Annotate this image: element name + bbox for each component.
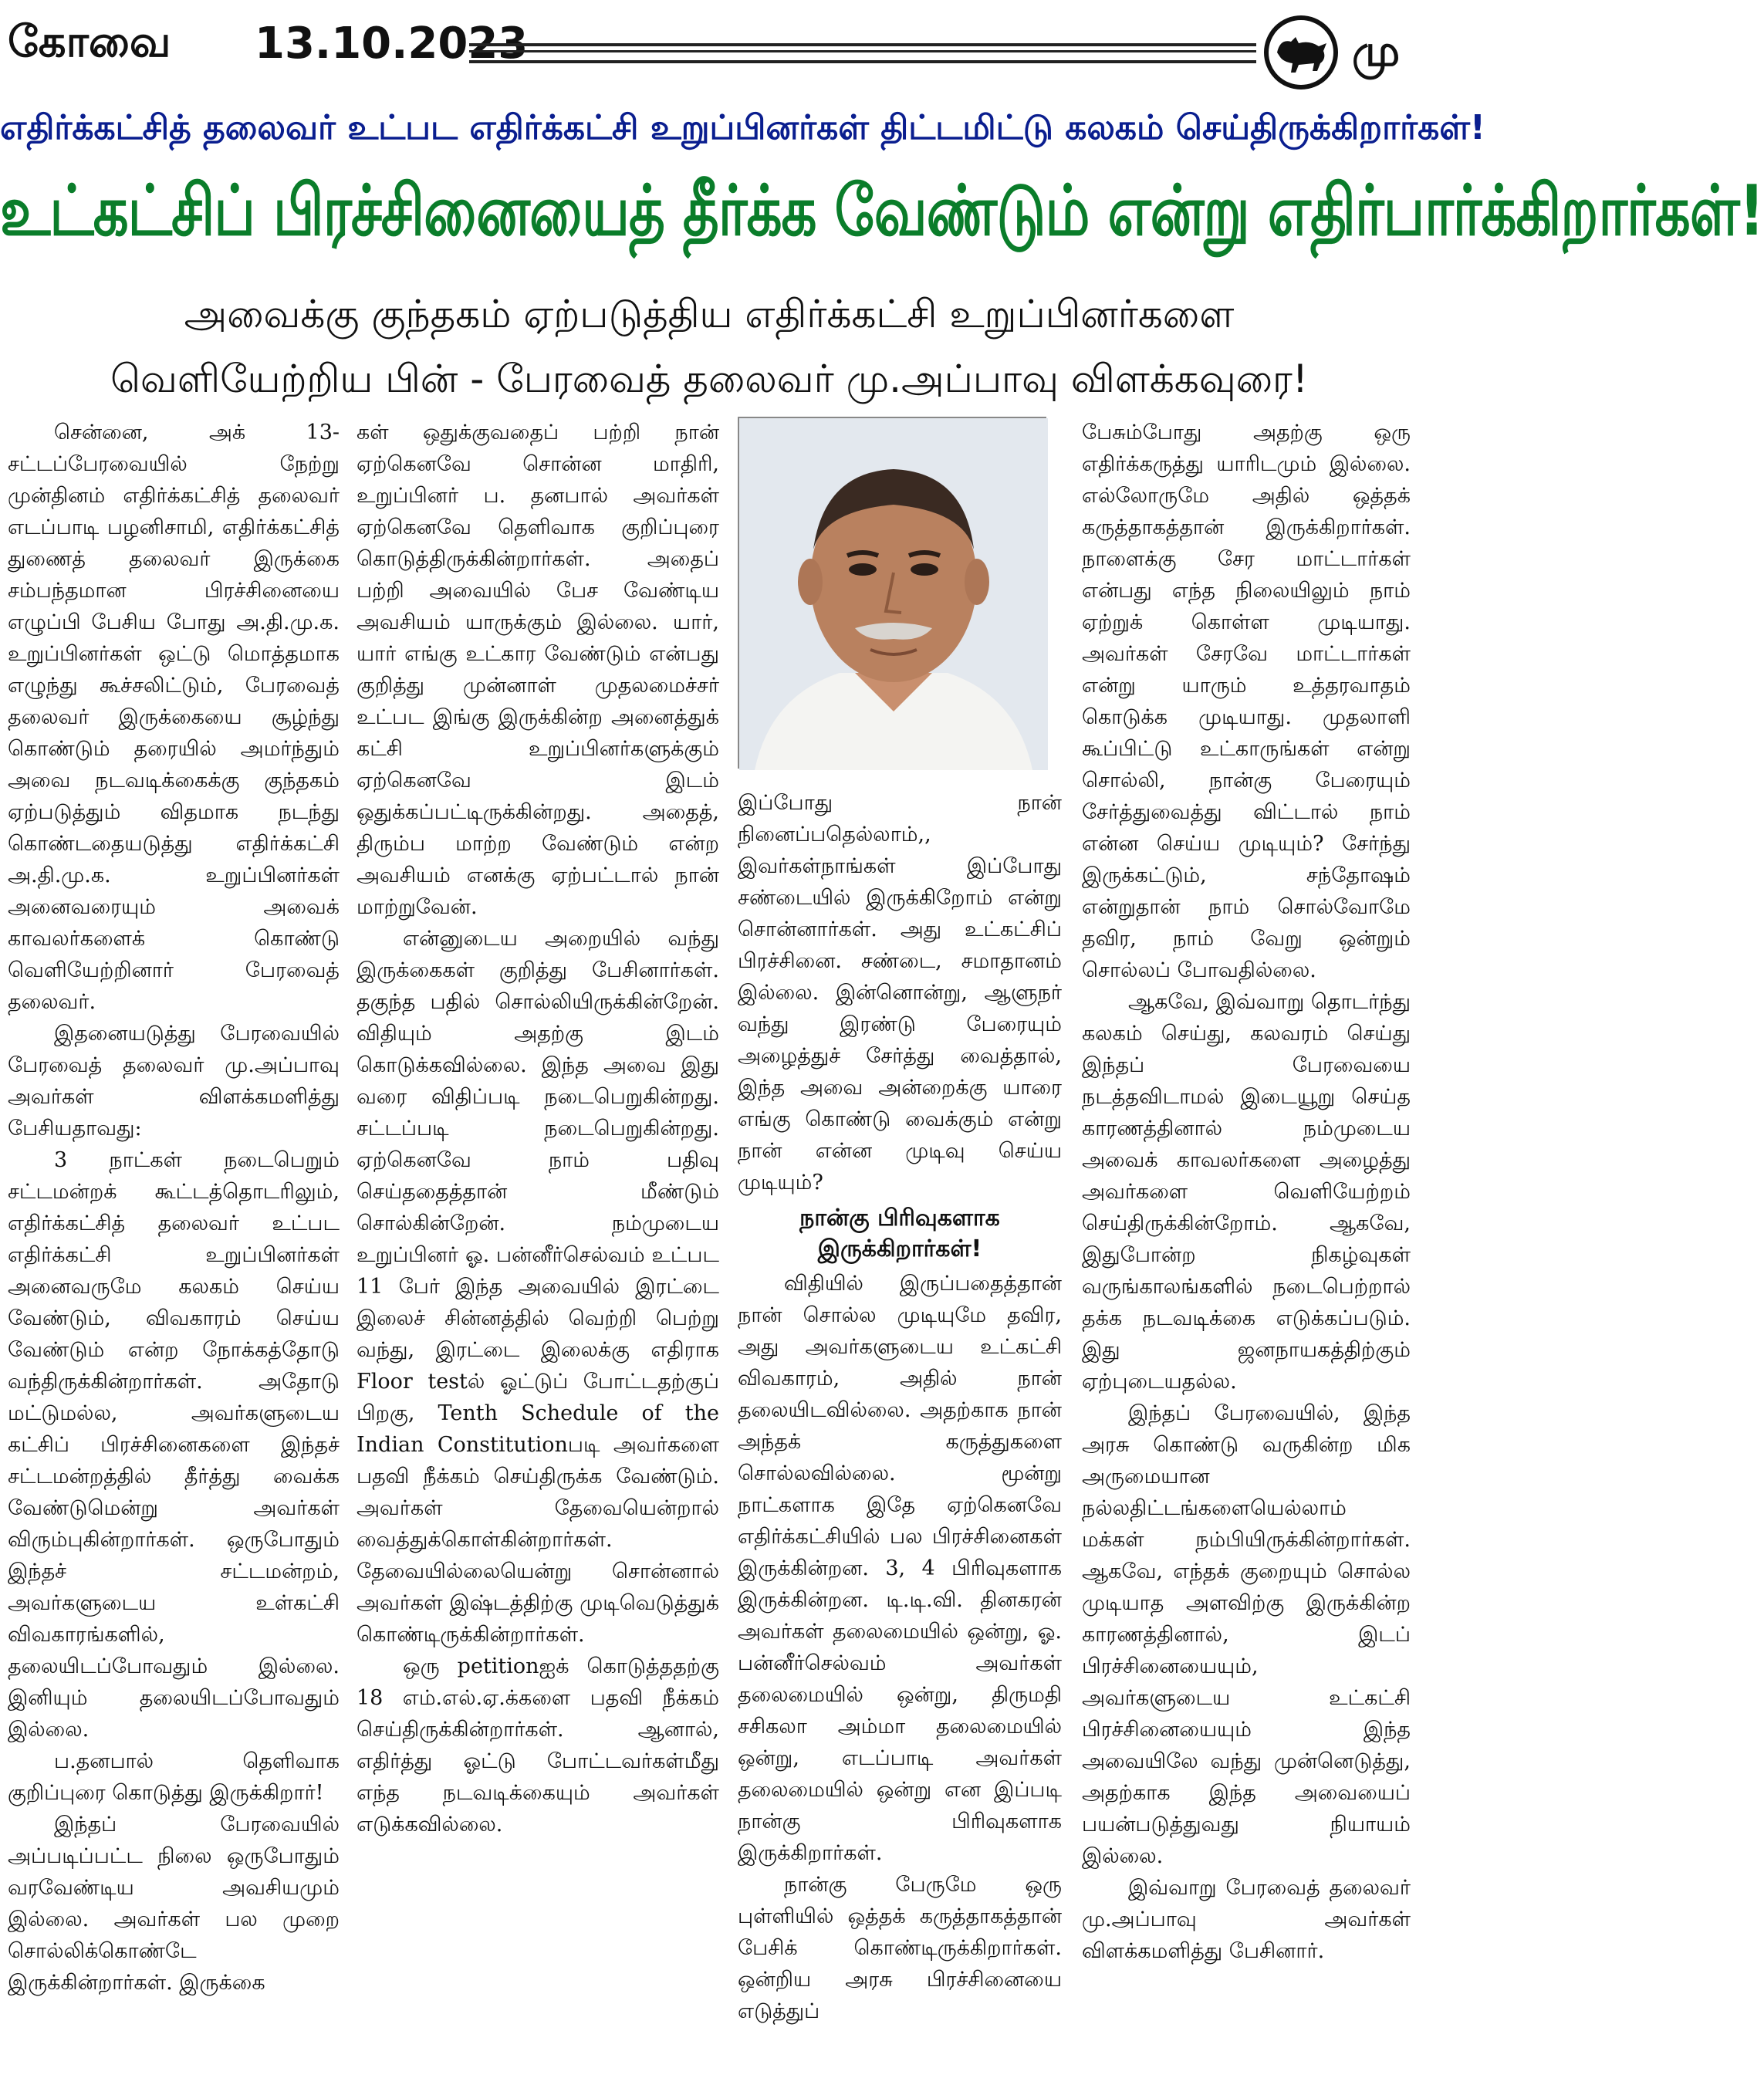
- edition-place: கோவை: [8, 17, 171, 67]
- paragraph: ப.தனபால் தெளிவாக குறிப்புரை கொடுத்து இருக்கிறார்!: [8, 1749, 340, 1805]
- subheadline-line2: வெளியேற்றிய பின் - பேரவைத் தலைவர் மு.அப்பாவு விளக்கவுரை!: [110, 357, 1308, 401]
- paragraph: 3 நாட்கள் நடைபெறும் சட்டமன்றக் கூட்டத்தொடரிலும், எதிர்க்கட்சித் தலைவர் உட்பட எதிர்க்கட்சி உறுப்பினர்கள் அனைவருமே கலகம் செய்ய வேண்டும், விவகாரம் செய்ய வேண்டும் என்ற நோக்கத்தோடு வந்திருக்கின்றார்கள். அதோடு மட்டுமல்ல, அவர்களுடைய கட்சிப் பிரச்சினைகளை இந்தச் சட்டமன்றத்தில் தீர்த்து வைக்க வேண்டுமென்று அவர்கள் விரும்புகின்றார்கள். ஒருபோதும் இந்தச் சட்டமன்றம், அவர்களுடைய உள்கட்சி விவகாரங்களில், தலையிடப்போவதும் இல்லை. இனியும் தலையிடப்போவதும் இல்லை.: [8, 1148, 340, 1742]
- paragraph: இந்தப் பேரவையில் அப்படிப்பட்ட நிலை ஒருபோதும் வரவேண்டிய அவசியமும் இல்லை. அவர்கள் பல முறை சொல்லிக்கொண்டே இருக்கின்றார்கள். இருக்கை: [8, 1813, 340, 1995]
- paragraph: இப்போது நான் நினைப்பதெல்லாம்,, இவர்கள்நாங்கள் இப்போது சண்டையில் இருக்கிறோம் என்று சொன்னார்கள். அது உட்கட்சிப் பிரச்சினை. சண்டை, சமாதானம் இல்லை. இன்னொன்று, ஆளுநர் வந்து இரண்டு பேரையும் அழைத்துச் சேர்த்து வைத்தால், இந்த அவை அன்றைக்கு யாரை எங்கு கொண்டு வைக்கும் என்று நான் என்ன முடிவு செய்ய முடியும்?: [738, 791, 1062, 1195]
- article-column-1: [8, 417, 340, 2083]
- bull-icon: [1264, 15, 1338, 90]
- paragraph: இந்தப் பேரவையில், இந்த அரசு கொண்டு வருகின்ற மிக அருமையான நல்லதிட்டங்களையெல்லாம் மக்கள் நம்பியிருக்கின்றார்கள். ஆகவே, எந்தக் குறையும் சொல்ல முடியாத அளவிற்கு இருக்கின்ற காரணத்தினால், இடப் பிரச்சினையையும், அவர்களுடைய உட்கட்சி பிரச்சினையையும் இந்த அவையிலே வந்து முன்னெடுத்து, அதற்காக இந்த அவையைப் பயன்படுத்துவது நியாயம் இல்லை.: [1082, 1401, 1411, 1868]
- kicker-line: எதிர்க்கட்சித் தலைவர் உட்பட எதிர்க்கட்சி உறுப்பினர்கள் திட்டமிட்டு கலகம் செய்திருக்கிறார்கள்!: [0, 108, 1485, 147]
- newspaper-brand: மு: [1352, 26, 1401, 76]
- article-body: [8, 417, 1411, 2083]
- paragraph: நான்கு பேருமே ஒரு புள்ளியில் ஒத்தக் கருத்தாகத்தான் பேசிக் கொண்டிருக்கிறார்கள். ஒன்றிய அரசு பிரச்சினையை எடுத்துப்: [738, 1873, 1062, 2023]
- paragraph: இதனையடுத்து பேரவையில் பேரவைத் தலைவர் மு.அப்பாவு அவர்கள் விளக்கமளித்து பேசியதாவது:: [8, 1022, 340, 1140]
- masthead-rule: [469, 43, 1256, 63]
- masthead: [0, 0, 1418, 77]
- article-column-2: [357, 417, 719, 2083]
- headline: உட்கட்சிப் பிரச்சினையைத் தீர்க்க வேண்டும் என்று எதிர்பார்க்கிறார்கள்!: [0, 170, 1764, 251]
- paragraph: ஒரு petitionஐக் கொடுத்ததற்கு 18 எம்.எல்.ஏ.க்களை பதவி நீக்கம் செய்திருக்கின்றார்கள். ஆனால், எதிர்த்து ஓட்டு போட்டவர்கள்மீது எந்த நடவடிக்கையும் அவர்கள் எடுக்கவில்லை.: [357, 1654, 719, 1837]
- paragraph: ஆகவே, இவ்வாறு தொடர்ந்து கலகம் செய்து, கலவரம் செய்து இந்தப் பேரவையை நடத்தவிடாமல் இடையூறு செய்த காரணத்தினால் நம்முடைய அவைக் காவலர்களை அழைத்து அவர்களை வெளியேற்றம் செய்திருக்கின்றோம். ஆகவே, இதுபோன்ற நிகழ்வுகள் வருங்காலங்களில் நடைபெற்றால் தக்க நடவடிக்கை எடுக்கப்படும். இது ஜனநாயகத்திற்கும் ஏற்புடையதல்ல.: [1082, 990, 1411, 1394]
- section-subhead: நான்கு பிரிவுகளாக இருக்கிறார்கள்!: [799, 1205, 1000, 1262]
- paragraph: சென்னை, அக் 13- சட்டப்பேரவையில் நேற்று முன்தினம் எதிர்க்கட்சித் தலைவர் எடப்பாடி பழனிசாமி, எதிர்க்கட்சித் துணைத் தலைவர் இருக்கை சம்பந்தமான பிரச்சினையை எழுப்பி பேசிய போது அ.தி.மு.க. உறுப்பினர்கள் ஒட்டு மொத்தமாக எழுந்து கூச்சலிட்டும், பேரவைத் தலைவர் இருக்கையை சூழ்ந்து கொண்டும் தரையில் அமர்ந்தும் அவை நடவடிக்கைக்கு குந்தகம் ஏற்படுத்தும் விதமாக நடந்து கொண்டதையடுத்து எதிர்க்கட்சி அ.தி.மு.க. உறுப்பினர்கள் அனைவரையும் அவைக் காவலர்களைக் கொண்டு வெளியேற்றினார் பேரவைத் தலைவர்.: [8, 421, 340, 1014]
- paragraph: பேசும்போது அதற்கு ஒரு எதிர்க்கருத்து யாரிடமும் இல்லை. எல்லோருமே அதில் ஒத்தக் கருத்தாகத்தான் இருக்கிறார்கள். நாளைக்கு சேர மாட்டார்கள் என்பது எந்த நிலையிலும் நாம் ஏற்றுக் கொள்ள முடியாது. அவர்கள் சேரவே மாட்டார்கள் என்று யாரும் உத்தரவாதம் கொடுக்க முடியாது. முதலாளி கூப்பிட்டு உட்காருங்கள் என்று சொல்லி, நான்கு பேரையும் சேர்த்துவைத்து விட்டால் நாம் என்ன செய்ய முடியும்? சேர்ந்து இருக்கட்டும், சந்தோஷம் என்றுதான் நாம் சொல்வோமே தவிர, நாம் வேறு ஒன்றும் சொல்லப் போவதில்லை.: [1082, 421, 1411, 982]
- paragraph: கள் ஒதுக்குவதைப் பற்றி நான் ஏற்கெனவே சொன்ன மாதிரி, உறுப்பினர் ப. தனபால் அவர்கள் ஏற்கெனவே தெளிவாக குறிப்புரை கொடுத்திருக்கின்றார்கள். அதைப் பற்றி அவையில் பேச வேண்டிய அவசியம் யாருக்கும் இல்லை. யார், யார் எங்கு உட்கார வேண்டும் என்பது குறித்து முன்னாள் முதலமைச்சர் உட்பட இங்கு இருக்கின்ற அனைத்துக் கட்சி உறுப்பினர்களுக்கும் ஏற்கெனவே இடம் ஒதுக்கப்பட்டிருக்கின்றது. அதைத், திரும்ப மாற்ற வேண்டும் என்ற அவசியம் எனக்கு ஏற்பட்டால் நான் மாற்றுவேன்.: [357, 421, 719, 919]
- edition-date: 13.10.2023: [255, 19, 529, 69]
- article-column-3: [738, 417, 1062, 2083]
- paragraph: விதியில் இருப்பதைத்தான் நான் சொல்ல முடியுமே தவிர, அது அவர்களுடைய உட்கட்சி விவகாரம், அதில் நான் தலையிடவில்லை. அதற்காக நான் அந்தக் கருத்துகளை சொல்லவில்லை. மூன்று நாட்களாக இதே ஏற்கெனவே எதிர்க்கட்சியில் பல பிரச்சினைகள் இருக்கின்றன. 3, 4 பிரிவுகளாக இருக்கின்றன. டி.டி.வி. தினகரன் அவர்கள் தலைமையில் ஒன்று, ஓ. பன்னீர்செல்வம் அவர்கள் தலைமையில் ஒன்று, திருமதி சசிகலா அம்மா தலைமையில் ஒன்று, எடப்பாடி அவர்கள் தலைமையில் ஒன்று என இப்படி நான்கு பிரிவுகளாக இருக்கிறார்கள்.: [738, 1272, 1062, 1865]
- paragraph: இவ்வாறு பேரவைத் தலைவர் மு.அப்பாவு அவர்கள் விளக்கமளித்து பேசினார்.: [1082, 1876, 1411, 1963]
- paragraph: என்னுடைய அறையில் வந்து இருக்கைகள் குறித்து பேசினார்கள். தகுந்த பதில் சொல்லியிருக்கின்றேன். விதியும் அதற்கு இடம் கொடுக்கவில்லை. இந்த அவை இது வரை விதிப்படி நடைபெறுகின்றது. சட்டப்படி நடைபெறுகின்றது. ஏற்கெனவே நாம் பதிவு செய்ததைத்தான் மீண்டும் சொல்கின்றேன். நம்முடைய உறுப்பினர் ஓ. பன்னீர்செல்வம் உட்பட 11 பேர் இந்த அவையில் இரட்டை இலைச் சின்னத்தில் வெற்றி பெற்று வந்து, இரட்டை இலைக்கு எதிராக Floor testல் ஓட்டுப் போட்டதற்குப் பிறகு, Tenth Schedule of the Indian Constitutionபடி அவர்களை பதவி நீக்கம் செய்திருக்க வேண்டும். அவர்கள் தேவையென்றால் வைத்துக்கொள்கின்றார்கள். தேவையில்லையென்று சொன்னால் அவர்கள் இஷ்டத்திற்கு முடிவெடுத்துக் கொண்டிருக்கின்றார்கள்.: [357, 927, 719, 1647]
- article-column-4: [1082, 417, 1411, 2083]
- subheadline-line1: அவைக்கு குந்தகம் ஏற்படுத்திய எதிர்க்கட்சி உறுப்பினர்களை: [184, 292, 1235, 336]
